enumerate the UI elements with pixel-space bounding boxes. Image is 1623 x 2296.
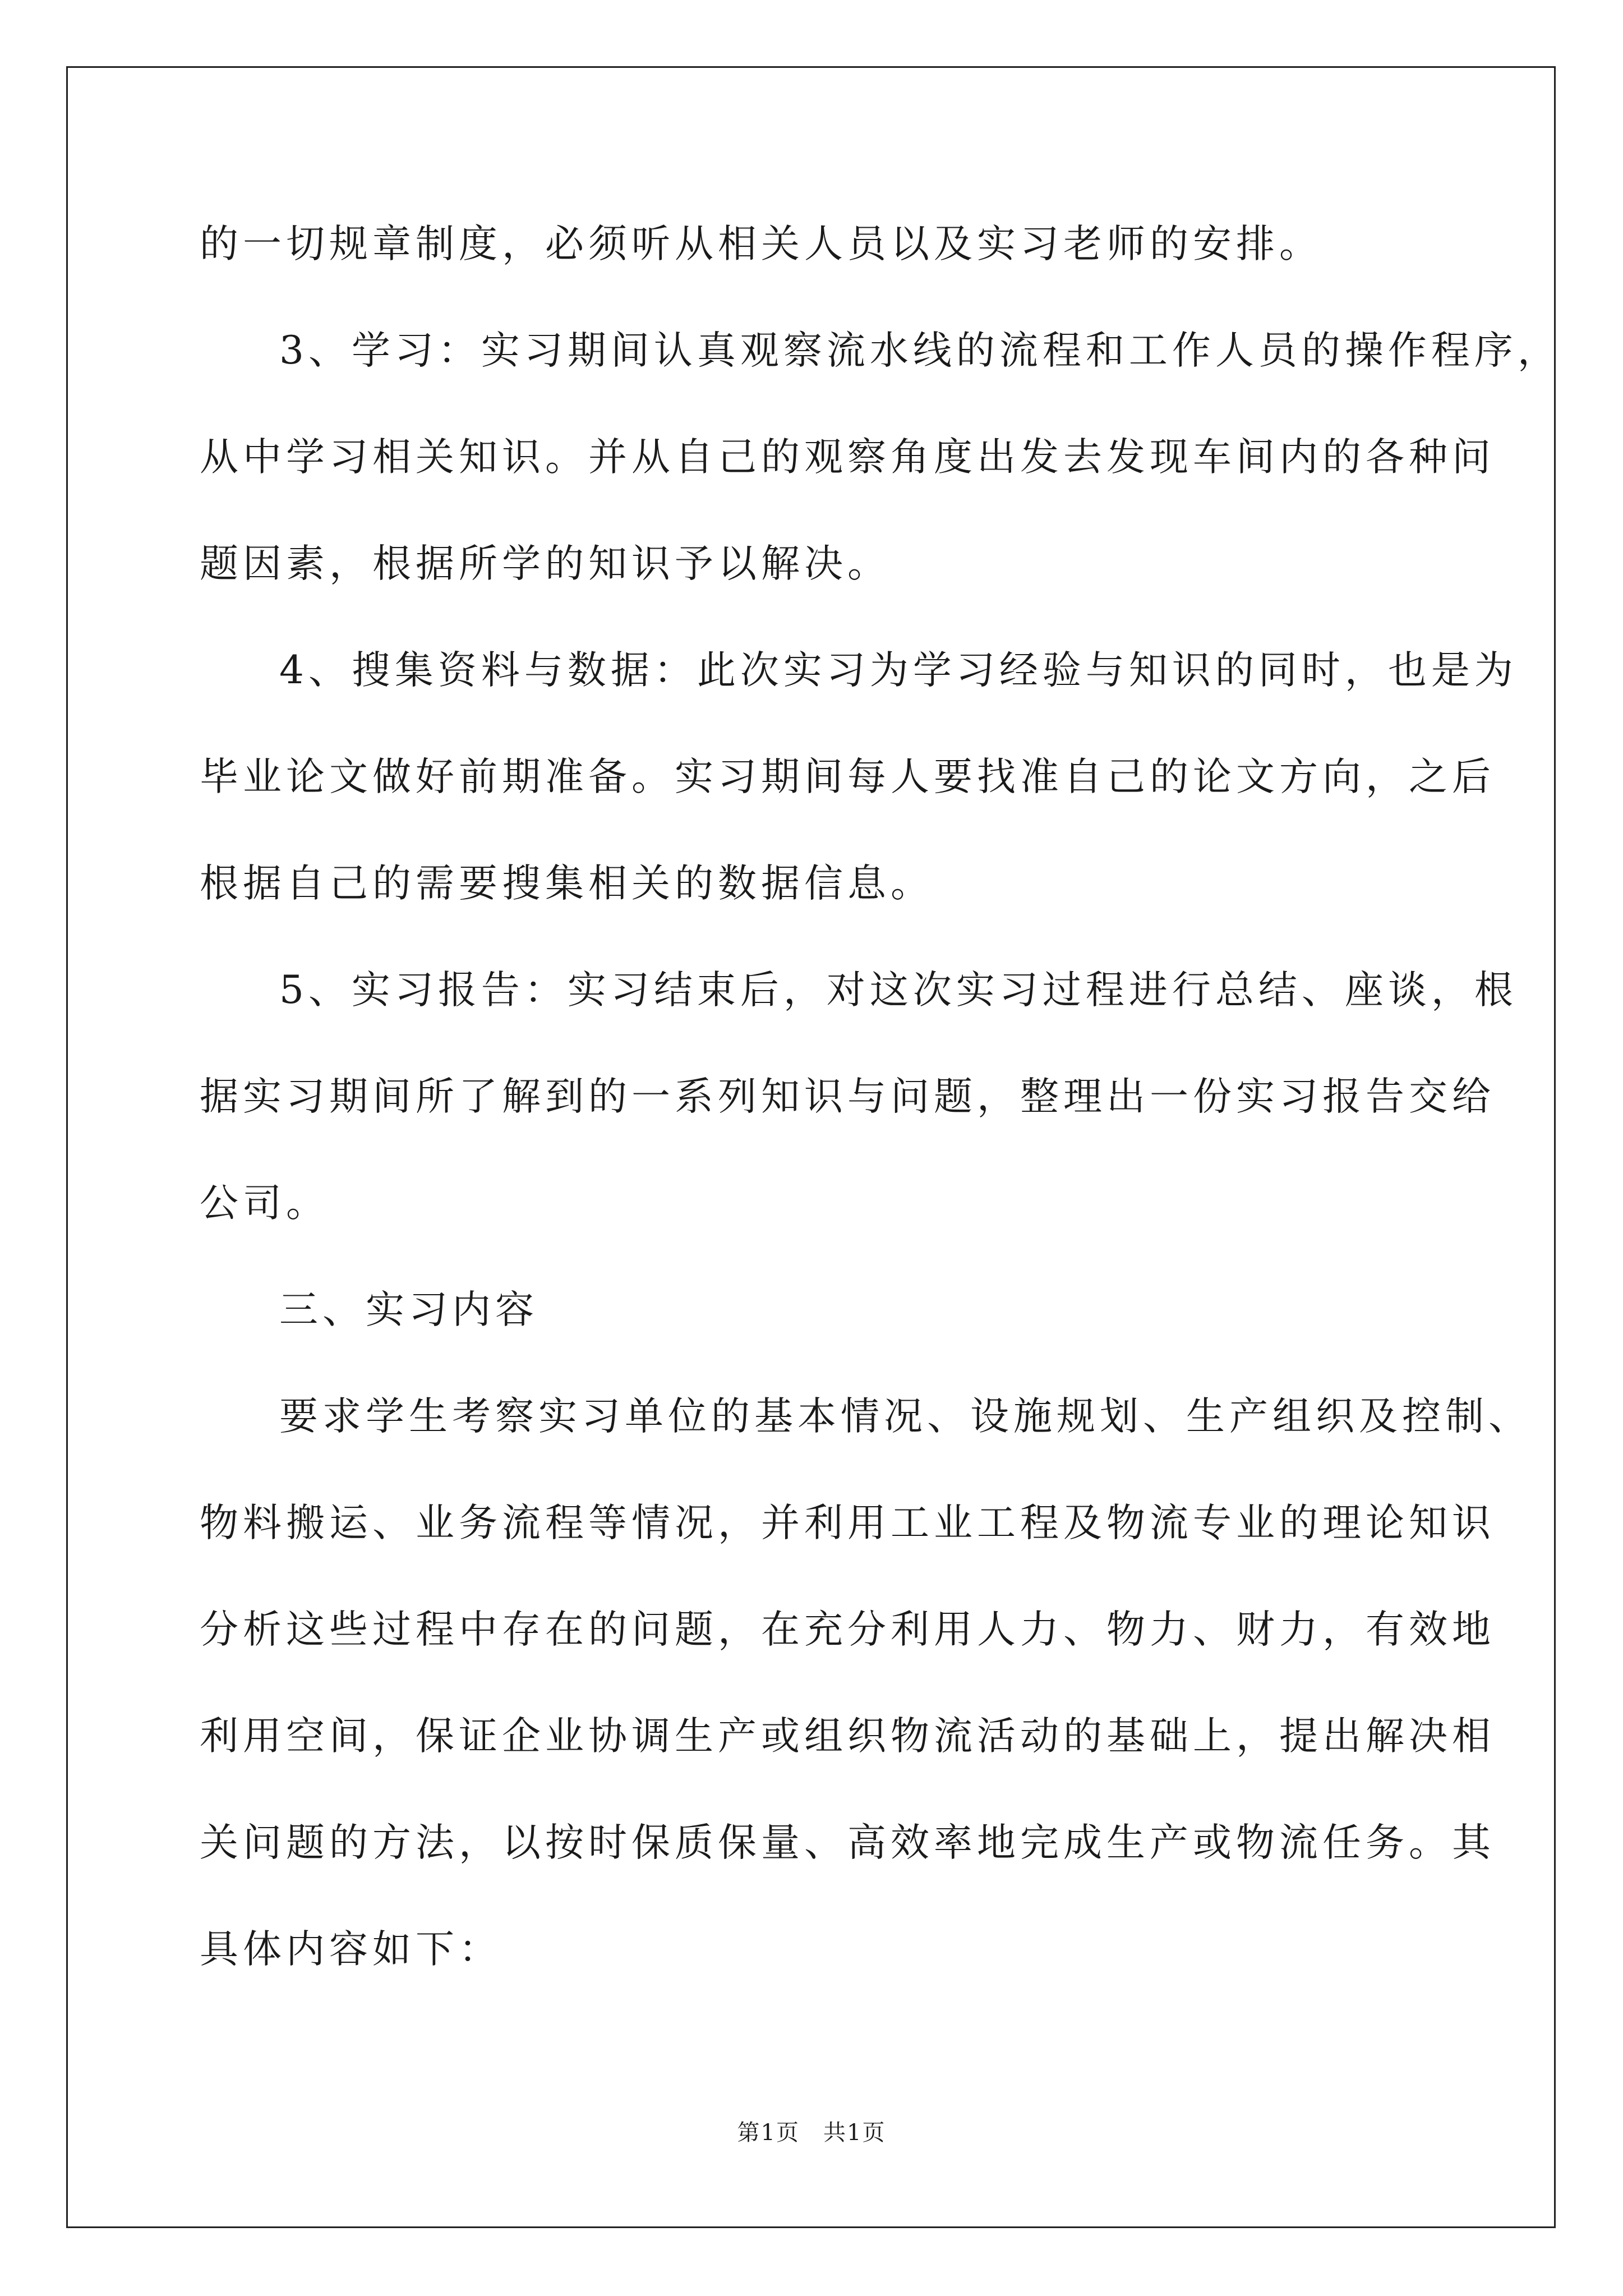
text-line-3: 从中学习相关知识。并从自己的观察角度出发去发现车间内的各种问 — [200, 435, 1495, 480]
text-line-7: 根据自己的需要搜集相关的数据信息。 — [200, 861, 934, 906]
text-line-15: 利用空间，保证企业协调生产或组织物流活动的基础上，提出解决相 — [200, 1714, 1495, 1759]
document-body — [200, 210, 1561, 2022]
text-line-1: 的一切规章制度，必须听从相关人员以及实习老师的安排。 — [200, 222, 1322, 266]
text-line-12: 要求学生考察实习单位的基本情况、设施规划、生产组织及控制、 — [279, 1394, 1532, 1439]
text-line-9: 据实习期间所了解到的一系列知识与问题，整理出一份实习报告交给 — [200, 1074, 1495, 1119]
text-line-13: 物料搬运、业务流程等情况，并利用工业工程及物流专业的理论知识 — [200, 1501, 1495, 1545]
text-line-16: 关问题的方法，以按时保质保量、高效率地完成生产或物流任务。其 — [200, 1820, 1495, 1865]
text-line-6: 毕业论文做好前期准备。实习期间每人要找准自己的论文方向，之后 — [200, 754, 1495, 799]
text-line-17: 具体内容如下： — [200, 1927, 502, 1972]
text-line-8: 5、实习报告：实习结束后，对这次实习过程进行总结、座谈，根 — [279, 968, 1518, 1013]
text-line-2: 3、学习：实习期间认真观察流水线的流程和工作人员的操作程序， — [279, 328, 1561, 373]
text-line-5: 4、搜集资料与数据：此次实习为学习经验与知识的同时，也是为 — [279, 648, 1518, 693]
text-line-4: 题因素，根据所学的知识予以解决。 — [200, 541, 891, 586]
text-line-10: 公司。 — [200, 1181, 329, 1226]
section-heading: 三、实习内容 — [279, 1287, 538, 1332]
text-line-14: 分析这些过程中存在的问题，在充分利用人力、物力、财力，有效地 — [200, 1607, 1495, 1652]
page-number: 第1页 共1页 — [737, 2120, 886, 2146]
